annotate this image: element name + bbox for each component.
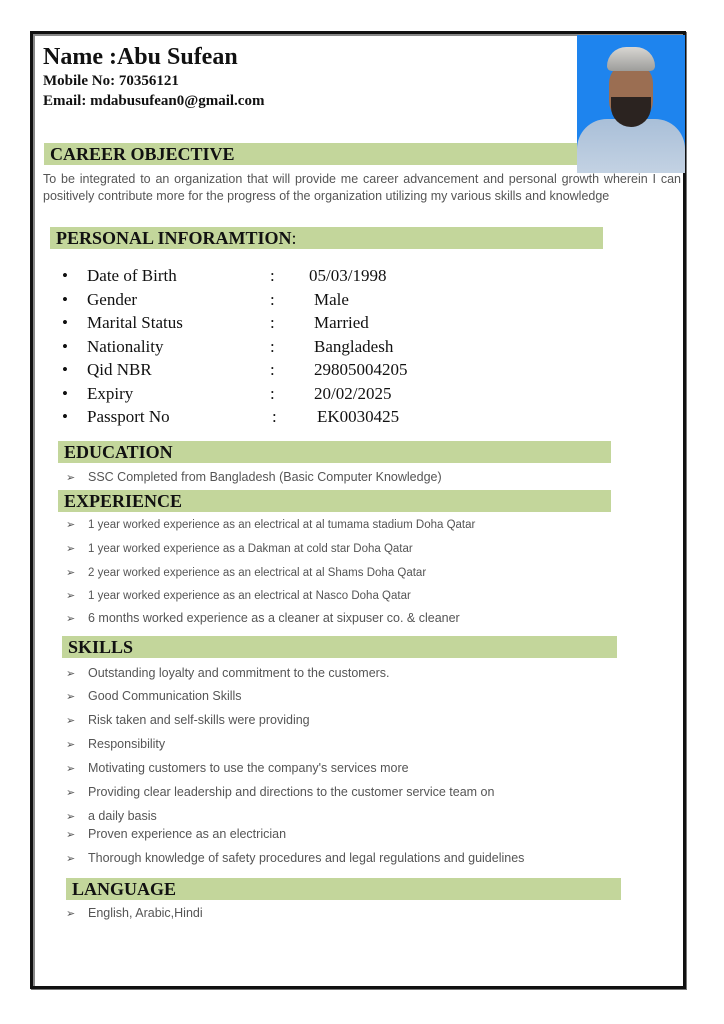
arrow-bullet-icon: ➢ <box>66 811 76 823</box>
skill-item-text: Proven experience as an electrician <box>88 827 287 841</box>
bullet-icon: • <box>62 383 68 403</box>
section-title-colon: : <box>291 228 297 248</box>
skill-item-text: a daily basis <box>88 809 157 823</box>
section-header-experience <box>58 490 611 512</box>
info-separator: : <box>270 289 275 309</box>
arrow-bullet-icon: ➢ <box>66 567 76 579</box>
arrow-bullet-icon: ➢ <box>66 519 76 531</box>
skill-item-text: Outstanding loyalty and commitment to the customers. <box>88 666 390 680</box>
experience-item <box>66 589 411 602</box>
info-value: Married <box>314 313 369 332</box>
bullet-icon: • <box>62 407 68 426</box>
arrow-bullet-icon: ➢ <box>66 763 76 775</box>
education-item-text: SSC Completed from Bangladesh (Basic Computer Knowledge) <box>88 470 442 484</box>
experience-item-text: 1 year worked experience as an electrical at al tumama stadium Doha Qatar <box>88 519 476 531</box>
info-label: Passport No <box>87 407 170 426</box>
info-value: 05/03/1998 <box>309 266 387 285</box>
arrow-bullet-icon: ➢ <box>66 908 76 920</box>
info-label: Gender <box>87 289 138 309</box>
section-title: EDUCATION <box>64 442 173 462</box>
personal-info-row <box>62 313 482 337</box>
email-address: Email: mdabusufean0@gmail.com <box>43 93 265 109</box>
skill-item-text: Thorough knowledge of safety procedures and legal regulations and guidelines <box>88 851 525 865</box>
language-item <box>66 906 203 920</box>
info-separator: : <box>270 336 275 356</box>
arrow-bullet-icon: ➢ <box>66 829 76 841</box>
experience-item-text: 6 months worked experience as a cleaner at sixpuser co. & cleaner <box>88 611 460 625</box>
section-header-career-objective <box>44 143 577 165</box>
experience-item <box>66 518 475 531</box>
career-objective-text: To be integrated to an organization that will provide me career advancement and personal growth wherein I can positively contribute more for the progress of the organization utilizing my various skills and knowledge <box>43 172 681 203</box>
info-label: Qid NBR <box>87 360 152 379</box>
arrow-bullet-icon: ➢ <box>66 543 76 555</box>
bullet-icon: • <box>62 289 68 309</box>
skill-item <box>66 666 390 680</box>
section-header-education <box>58 441 611 463</box>
skill-item <box>66 827 286 841</box>
info-value: 20/02/2025 <box>314 383 392 403</box>
personal-info-row <box>62 337 482 361</box>
bullet-icon: • <box>62 313 68 332</box>
personal-info-row <box>62 290 482 314</box>
info-value: Male <box>314 289 349 309</box>
bullet-icon: • <box>62 336 68 356</box>
info-separator: : <box>270 360 275 379</box>
skill-item <box>66 737 165 751</box>
arrow-bullet-icon: ➢ <box>66 590 76 602</box>
skill-item-text: Motivating customers to use the company's services more <box>88 761 409 775</box>
info-separator: : <box>272 407 277 426</box>
section-title: SKILLS <box>68 637 134 657</box>
section-header-skills <box>62 636 617 658</box>
personal-info-row <box>62 384 482 408</box>
info-label: Date of Birth <box>87 266 177 285</box>
experience-item-text: 1 year worked experience as a Dakman at cold star Doha Qatar <box>88 543 413 555</box>
profile-photo <box>577 35 685 173</box>
skill-item <box>66 851 524 865</box>
education-item <box>66 470 442 484</box>
skill-item-text: Good Communication Skills <box>88 689 242 703</box>
experience-item-text: 1 year worked experience as an electrical at Nasco Doha Qatar <box>88 590 411 602</box>
mobile-number: Mobile No: 70356121 <box>43 73 179 89</box>
personal-info-row <box>62 360 482 384</box>
info-separator: : <box>270 266 275 285</box>
skill-item-text: Providing clear leadership and directions to the customer service team on <box>88 785 495 799</box>
arrow-bullet-icon: ➢ <box>66 691 76 703</box>
info-value: 29805004205 <box>314 360 408 379</box>
section-title: EXPERIENCE <box>64 491 183 511</box>
personal-info-list <box>62 266 482 431</box>
arrow-bullet-icon: ➢ <box>66 853 76 865</box>
skill-item <box>66 785 494 799</box>
info-label: Marital Status <box>87 313 183 332</box>
section-title: PERSONAL INFORAMTION <box>56 228 292 248</box>
skill-item-text: Risk taken and self-skills were providing <box>88 713 310 727</box>
arrow-bullet-icon: ➢ <box>66 668 76 680</box>
info-label: Expiry <box>87 383 134 403</box>
experience-item <box>66 611 460 625</box>
arrow-bullet-icon: ➢ <box>66 613 76 625</box>
arrow-bullet-icon: ➢ <box>66 715 76 727</box>
photo-cap <box>607 47 655 71</box>
language-item-text: English, Arabic,Hindi <box>88 906 203 920</box>
personal-info-row <box>62 266 482 290</box>
section-header-personal-information <box>50 227 603 249</box>
arrow-bullet-icon: ➢ <box>66 739 76 751</box>
info-value: Bangladesh <box>314 336 394 356</box>
bullet-icon: • <box>62 360 68 379</box>
photo-shirt <box>577 119 685 173</box>
experience-item-text: 2 year worked experience as an electrical at al Shams Doha Qatar <box>88 567 427 579</box>
personal-info-row <box>62 407 482 431</box>
info-separator: : <box>270 313 275 332</box>
skill-item <box>66 713 310 727</box>
section-title: CAREER OBJECTIVE <box>50 144 235 164</box>
info-separator: : <box>270 383 275 403</box>
info-value: EK0030425 <box>317 407 400 426</box>
arrow-bullet-icon: ➢ <box>66 787 76 799</box>
skill-item-text: Responsibility <box>88 737 166 751</box>
skill-item <box>66 809 157 823</box>
info-label: Nationality <box>87 336 164 356</box>
arrow-bullet-icon: ➢ <box>66 472 76 484</box>
candidate-name: Name :Abu Sufean <box>43 44 238 70</box>
skill-item <box>66 761 409 775</box>
section-header-language <box>66 878 621 900</box>
experience-item <box>66 566 426 579</box>
experience-item <box>66 542 413 555</box>
bullet-icon: • <box>62 266 68 285</box>
skill-item <box>66 689 242 703</box>
section-title: LANGUAGE <box>72 879 177 899</box>
